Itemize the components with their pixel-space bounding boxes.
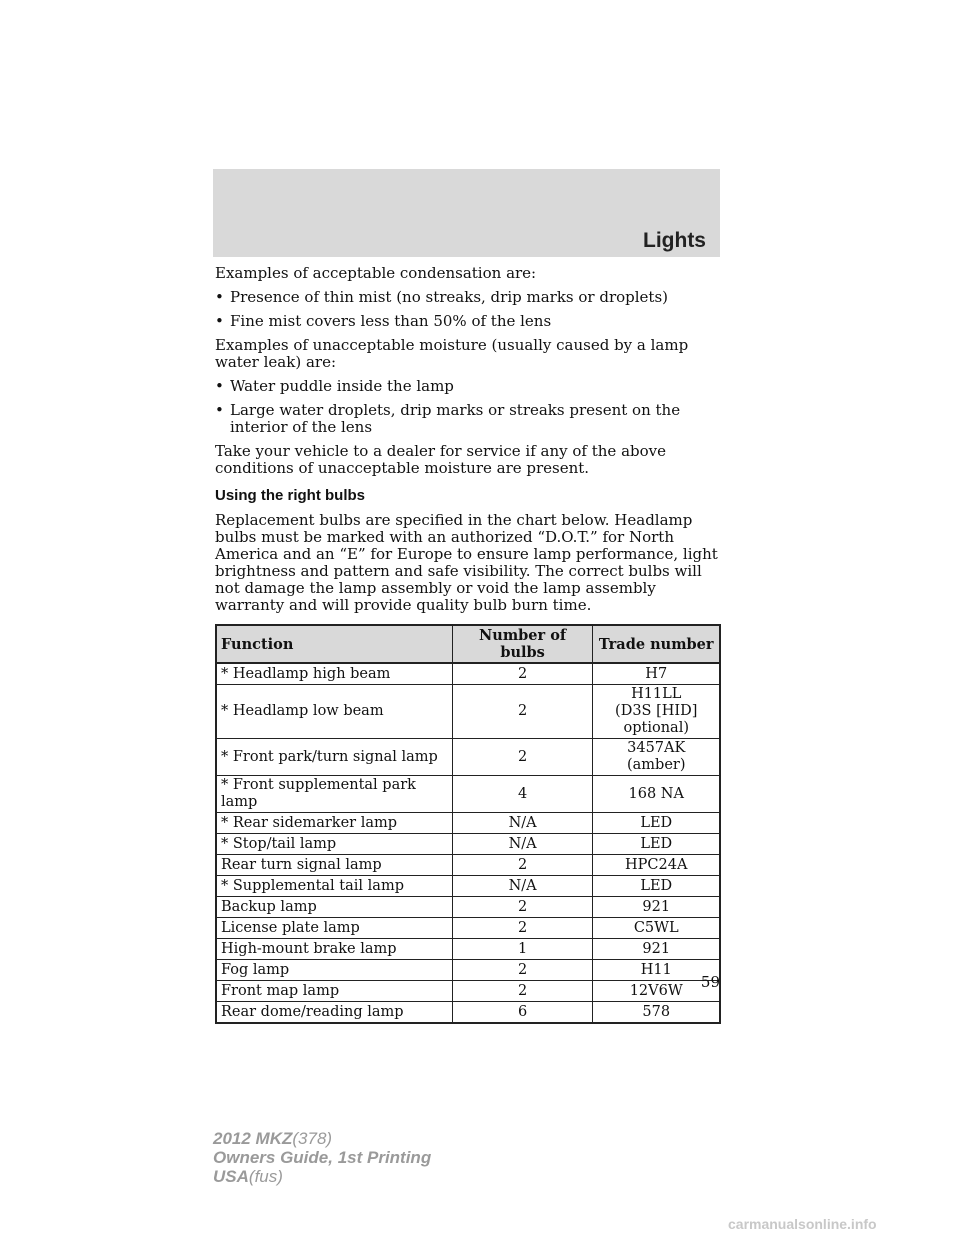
table-row: * Headlamp high beam 2 H7: [216, 663, 720, 685]
page-content: [215, 265, 720, 1024]
bullet-icon: •: [215, 288, 224, 306]
table-row: License plate lamp 2 C5WL: [216, 918, 720, 939]
section-title: Lights: [643, 229, 706, 252]
bullet-icon: •: [215, 401, 224, 419]
table-row: Backup lamp 2 921: [216, 897, 720, 918]
header-trade-number: Trade number: [593, 625, 720, 663]
bulb-table: [215, 624, 721, 1024]
table-header-row: [216, 625, 720, 663]
low-beam-trade-cell: H11LL (D3S [HID] optional): [593, 685, 720, 739]
table-row: Fog lamp 2 H11: [216, 960, 720, 981]
table-row: Rear dome/reading lamp 6 578: [216, 1002, 720, 1024]
list-item: • Presence of thin mist (no streaks, drip marks or droplets): [215, 288, 669, 306]
header-function: Function: [216, 625, 452, 663]
bulbs-heading: Using the right bulbs: [215, 487, 365, 504]
acceptable-title: Examples of acceptable condensation are:: [215, 264, 537, 282]
table-row: * Stop/tail lamp N/A LED: [216, 834, 720, 855]
table-row: * Rear sidemarker lamp N/A LED: [216, 813, 720, 834]
list-item: • Fine mist covers less than 50% of the lens: [215, 312, 552, 330]
page-number: 59: [700, 973, 720, 991]
footer-line-guide: Owners Guide, 1st Printing: [213, 1148, 432, 1167]
service-advice: Take your vehicle to a dealer for service if any of the above conditions of unacceptable moisture are present.: [215, 442, 667, 477]
table-row: * Front park/turn signal lamp 2 3457AK (amber): [216, 739, 720, 776]
section-header: [213, 169, 720, 257]
table-row: Rear turn signal lamp 2 HPC24A: [216, 855, 720, 876]
header-number-of-bulbs: Number of bulbs: [452, 625, 593, 663]
watermark: carmanualsonline.info: [728, 1216, 877, 1232]
list-item: • Large water droplets, drip marks or streaks present on the interior of the lens: [215, 401, 681, 436]
footer-line-model: 2012 MKZ(378): [213, 1129, 333, 1148]
unacceptable-title: Examples of unacceptable moisture (usually caused by a lamp water leak) are:: [215, 336, 689, 371]
print-footer: [213, 1129, 431, 1186]
table-row: * Supplemental tail lamp N/A LED: [216, 876, 720, 897]
bullet-icon: •: [215, 312, 224, 330]
table-row: Front map lamp 2 12V6W: [216, 981, 720, 1002]
bulbs-paragraph: Replacement bulbs are specified in the chart below. Headlamp bulbs must be marked with an authorized “D.O.T.” for North America and an “E” for Europe to ensure lamp performance, light brightness and pattern and safe visibility. The correct bulbs will not damage the lamp assembly or void the lamp assembly warranty and will provide quality bulb burn time.: [215, 511, 718, 614]
table-row: * Headlamp low beam 2 H11LL (D3S [HID] optional): [216, 685, 720, 739]
table-row: High-mount brake lamp 1 921: [216, 939, 720, 960]
footer-line-market: USA(fus): [213, 1167, 283, 1186]
table-row: * Front supplemental park lamp 4 168 NA: [216, 776, 720, 813]
bullet-icon: •: [215, 377, 224, 395]
list-item: • Water puddle inside the lamp: [215, 377, 454, 395]
